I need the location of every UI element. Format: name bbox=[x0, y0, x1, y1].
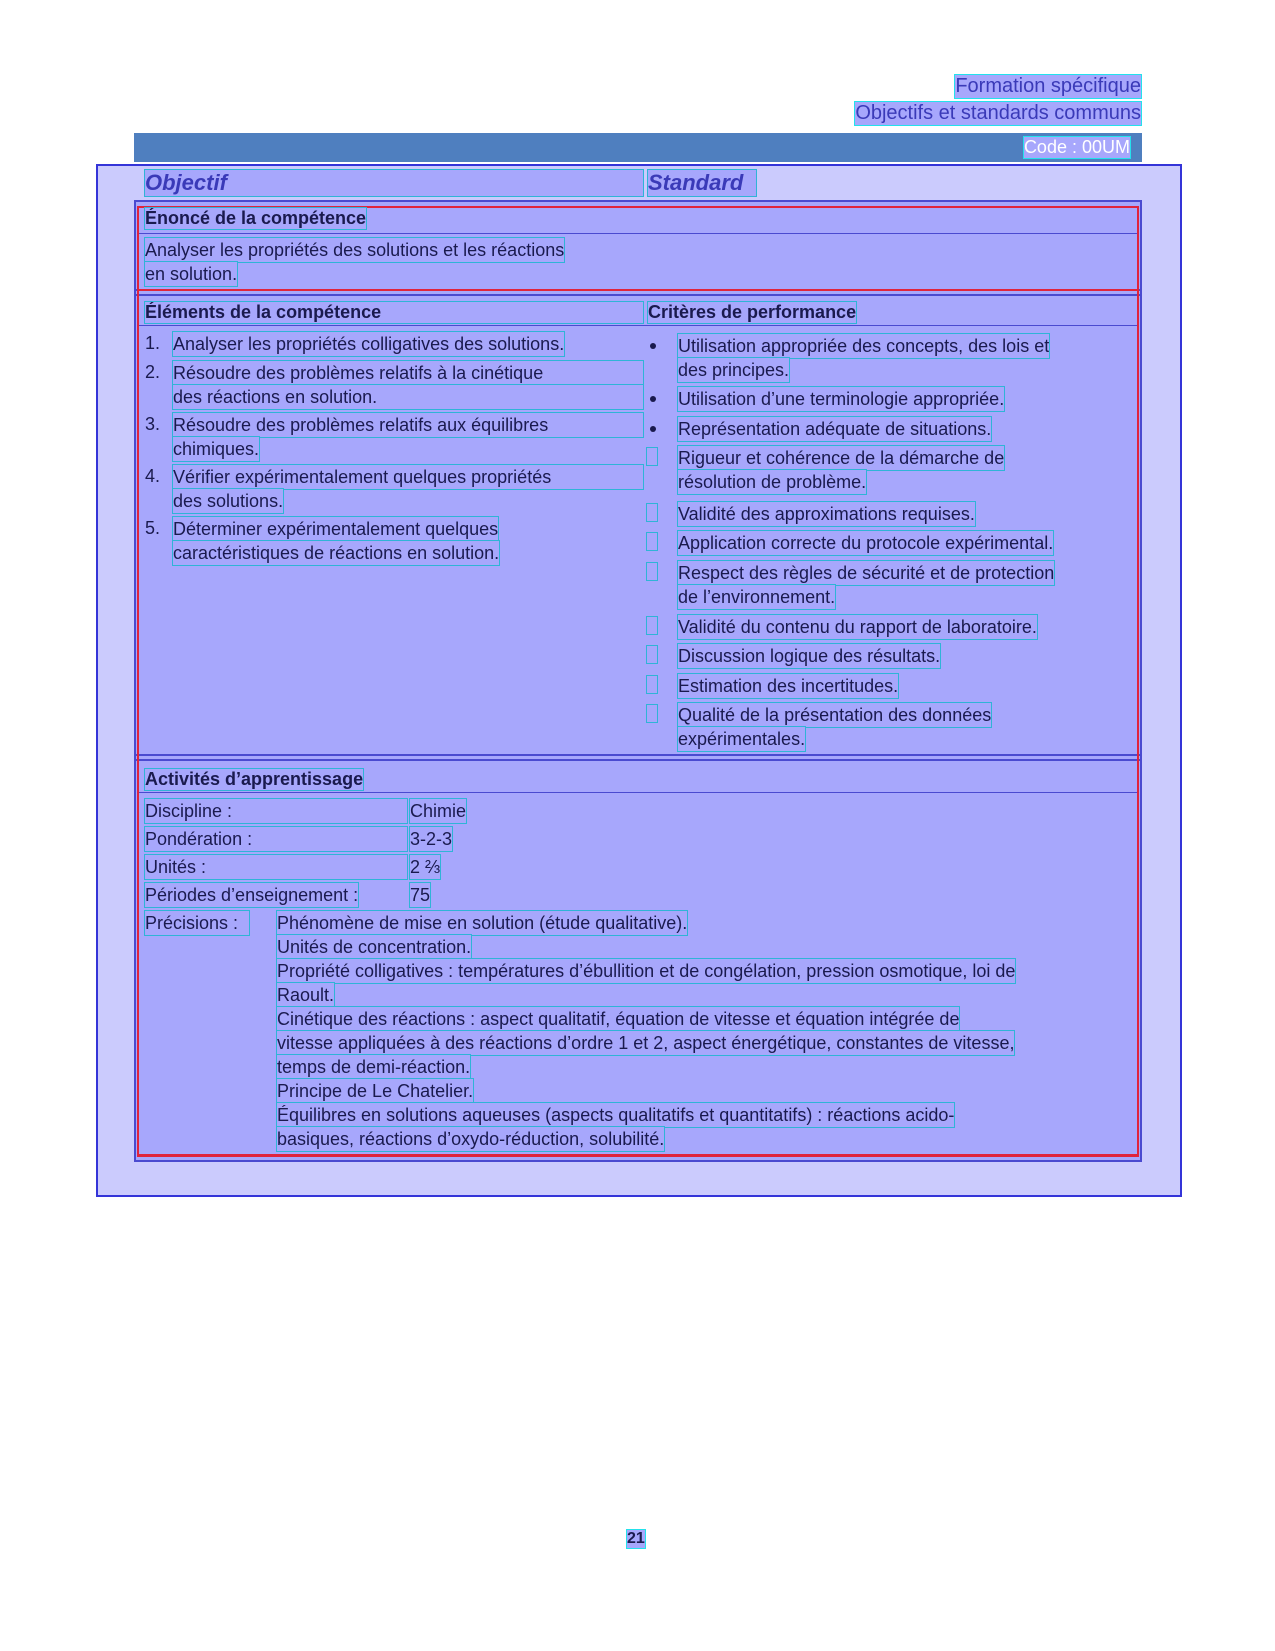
element-number: 1. bbox=[145, 333, 161, 353]
element-item: Résoudre des problèmes relatifs à la cinétique bbox=[173, 361, 643, 385]
bullet-icon bbox=[647, 448, 657, 465]
bullet-icon bbox=[647, 504, 657, 521]
element-number: 5. bbox=[145, 518, 161, 538]
element-item: Vérifier expérimentalement quelques propriétés bbox=[173, 465, 643, 489]
element-number: 3. bbox=[145, 414, 161, 434]
element-item-cont: caractéristiques de réactions en solution. bbox=[173, 543, 500, 563]
critere-item: Qualité de la présentation des données bbox=[678, 705, 992, 725]
column-header-objectif: Objectif bbox=[145, 170, 643, 196]
element-item: Analyser les propriétés colligatives des solutions. bbox=[173, 334, 565, 354]
element-item: Déterminer expérimentalement quelques bbox=[173, 519, 499, 539]
critere-item: Respect des règles de sécurité et de protection bbox=[678, 563, 1055, 583]
activity-value: 3-2-3 bbox=[410, 829, 453, 849]
precision-line: Raoult. bbox=[277, 985, 335, 1005]
criteres-title: Critères de performance bbox=[648, 302, 857, 322]
column-header-standard: Standard bbox=[648, 170, 756, 196]
activites-title: Activités d’apprentissage bbox=[145, 769, 364, 789]
activity-label: Périodes d’enseignement : bbox=[145, 885, 359, 905]
critere-item: Application correcte du protocole expérimental. bbox=[678, 533, 1054, 553]
enonce-line: en solution. bbox=[145, 264, 238, 284]
bullet-icon bbox=[647, 705, 657, 722]
critere-item: Représentation adéquate de situations. bbox=[678, 419, 992, 439]
critere-item: Validité du contenu du rapport de laboratoire. bbox=[678, 617, 1037, 637]
critere-item: Validité des approximations requises. bbox=[678, 504, 975, 524]
element-item-cont: des solutions. bbox=[173, 491, 284, 511]
precision-line: vitesse appliquées à des réactions d’ordre 1 et 2, aspect énergétique, constantes de vitesse, bbox=[277, 1033, 1015, 1053]
precision-line: temps de demi-réaction. bbox=[277, 1057, 471, 1077]
element-item: Résoudre des problèmes relatifs aux équilibres bbox=[173, 413, 643, 437]
activity-value: 75 bbox=[410, 885, 431, 905]
precision-line: Principe de Le Chatelier. bbox=[277, 1081, 474, 1101]
critere-item-cont: des principes. bbox=[678, 360, 790, 380]
header-objectifs: Objectifs et standards communs bbox=[855, 102, 1141, 124]
enonce-title: Énoncé de la compétence bbox=[145, 208, 367, 228]
bullet-icon bbox=[647, 676, 657, 693]
element-number: 4. bbox=[145, 466, 161, 486]
enonce-line: Analyser les propriétés des solutions et les réactions bbox=[145, 240, 565, 260]
precision-line: Propriété colligatives : températures d’ébullition et de congélation, pression osmotique, loi de bbox=[277, 961, 1016, 981]
page-number: 21 bbox=[627, 1530, 645, 1547]
activity-value: 2 ⅔ bbox=[410, 857, 441, 877]
precisions-label: Précisions : bbox=[145, 911, 249, 935]
critere-item-cont: expérimentales. bbox=[678, 729, 806, 749]
elements-title: Éléments de la compétence bbox=[145, 302, 643, 323]
precision-line: Unités de concentration. bbox=[277, 937, 472, 957]
bullet-icon bbox=[650, 426, 656, 432]
element-item-cont: chimiques. bbox=[173, 439, 260, 459]
critere-item-cont: résolution de problème. bbox=[678, 472, 867, 492]
critere-item: Discussion logique des résultats. bbox=[678, 646, 941, 666]
course-code: Code : 00UM bbox=[1023, 137, 1130, 157]
activity-value: Chimie bbox=[410, 801, 467, 821]
activity-label: Pondération : bbox=[145, 827, 407, 851]
code-bar bbox=[134, 133, 1142, 162]
bullet-icon bbox=[650, 343, 656, 349]
activity-label: Discipline : bbox=[145, 799, 407, 823]
critere-item: Estimation des incertitudes. bbox=[678, 676, 899, 696]
precision-line: basiques, réactions d’oxydo-réduction, solubilité. bbox=[277, 1129, 665, 1149]
header-formation: Formation spécifique bbox=[955, 75, 1141, 97]
critere-item: Utilisation appropriée des concepts, des lois et bbox=[678, 336, 1050, 356]
precision-line: Cinétique des réactions : aspect qualitatif, équation de vitesse et équation intégrée de bbox=[277, 1009, 960, 1029]
bullet-icon bbox=[647, 646, 657, 663]
element-item-cont: des réactions en solution. bbox=[173, 385, 643, 409]
critere-item-cont: de l’environnement. bbox=[678, 587, 836, 607]
precision-line: Équilibres en solutions aqueuses (aspects qualitatifs et quantitatifs) : réactions acido- bbox=[277, 1105, 955, 1125]
activity-label: Unités : bbox=[145, 855, 407, 879]
element-number: 2. bbox=[145, 362, 161, 382]
precision-line: Phénomène de mise en solution (étude qualitative). bbox=[277, 913, 688, 933]
bullet-icon bbox=[647, 533, 657, 550]
critere-item: Utilisation d’une terminologie appropriée. bbox=[678, 389, 1005, 409]
critere-item: Rigueur et cohérence de la démarche de bbox=[678, 448, 1005, 468]
bullet-icon bbox=[647, 563, 657, 580]
bullet-icon bbox=[647, 617, 657, 634]
bullet-icon bbox=[650, 396, 656, 402]
